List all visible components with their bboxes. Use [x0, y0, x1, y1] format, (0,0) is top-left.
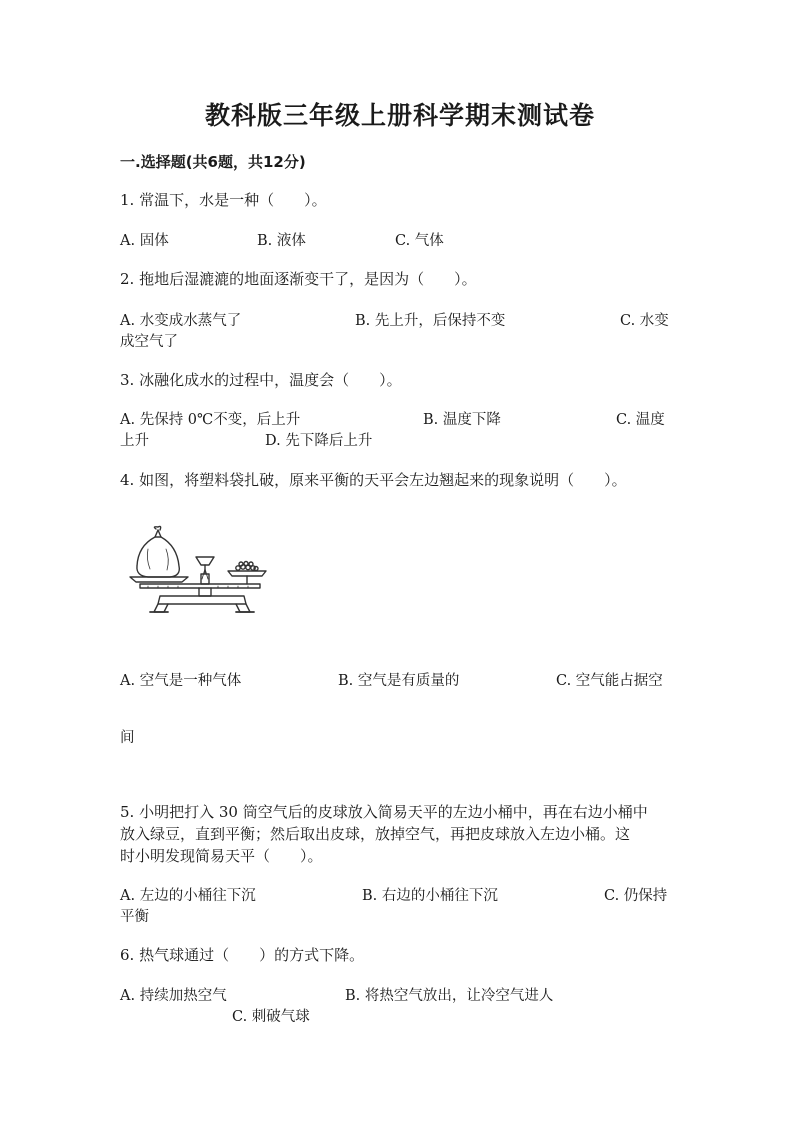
question-6-option-a[interactable]: A. 持续加热空气: [120, 988, 227, 1004]
page-title: 教科版三年级上册科学期末测试卷: [204, 101, 595, 130]
question-4-option-b[interactable]: B. 空气是有质量的: [338, 673, 460, 689]
question-4-option-c[interactable]: C. 空气能占据空: [556, 673, 663, 689]
question-2-option-b[interactable]: B. 先上升，后保持不变: [355, 313, 506, 329]
question-2-option-c-cont: 成空气了: [120, 334, 178, 350]
question-1-stem: 1. 常温下，水是一种（ ）。: [120, 191, 327, 209]
question-3-option-a[interactable]: A. 先保持 0℃不变，后上升: [120, 412, 301, 428]
question-4-option-a[interactable]: A. 空气是一种气体: [120, 673, 242, 689]
question-3-option-c-cont: 上升: [120, 433, 149, 449]
balance-scale-illustration: [128, 524, 278, 620]
question-6-option-b[interactable]: B. 将热空气放出，让冷空气进人: [345, 988, 554, 1004]
question-4-stem: 4. 如图，将塑料袋扎破，原来平衡的天平会左边翘起来的现象说明（ ）。: [120, 471, 627, 489]
question-5-stem-line-1: 5. 小明把打入 30 筒空气后的皮球放入简易天平的左边小桶中，再在右边小桶中: [120, 803, 648, 821]
section-heading: 一.选择题(共6题，共12分): [120, 153, 306, 171]
question-5-option-c-cont: 平衡: [120, 909, 149, 925]
question-1-option-b[interactable]: B. 液体: [257, 233, 306, 249]
question-3-option-b[interactable]: B. 温度下降: [423, 412, 501, 428]
question-2-stem: 2. 拖地后湿漉漉的地面逐渐变干了，是因为（ ）。: [120, 270, 477, 288]
question-4-option-c-cont: 间: [120, 730, 135, 746]
question-5-option-a[interactable]: A. 左边的小桶往下沉: [120, 888, 256, 904]
question-6-option-c[interactable]: C. 刺破气球: [232, 1009, 310, 1025]
question-2-option-c[interactable]: C. 水变: [620, 313, 669, 329]
question-5-stem-line-2: 放入绿豆，直到平衡；然后取出皮球，放掉空气，再把皮球放入左边小桶。这: [120, 825, 631, 843]
question-2-option-a[interactable]: A. 水变成水蒸气了: [120, 313, 242, 329]
question-5-option-b[interactable]: B. 右边的小桶往下沉: [362, 888, 498, 904]
question-5-option-c[interactable]: C. 仍保持: [604, 888, 668, 904]
question-5-stem-line-3: 时小明发现简易天平（ ）。: [120, 847, 323, 865]
question-3-option-c[interactable]: C. 温度: [616, 412, 665, 428]
question-1-option-c[interactable]: C. 气体: [395, 233, 444, 249]
question-3-option-d[interactable]: D. 先下降后上升: [265, 433, 373, 449]
question-3-stem: 3. 冰融化成水的过程中，温度会（ ）。: [120, 371, 402, 389]
question-1-option-a[interactable]: A. 固体: [120, 233, 169, 249]
question-6-stem: 6. 热气球通过（ ）的方式下降。: [120, 946, 365, 964]
